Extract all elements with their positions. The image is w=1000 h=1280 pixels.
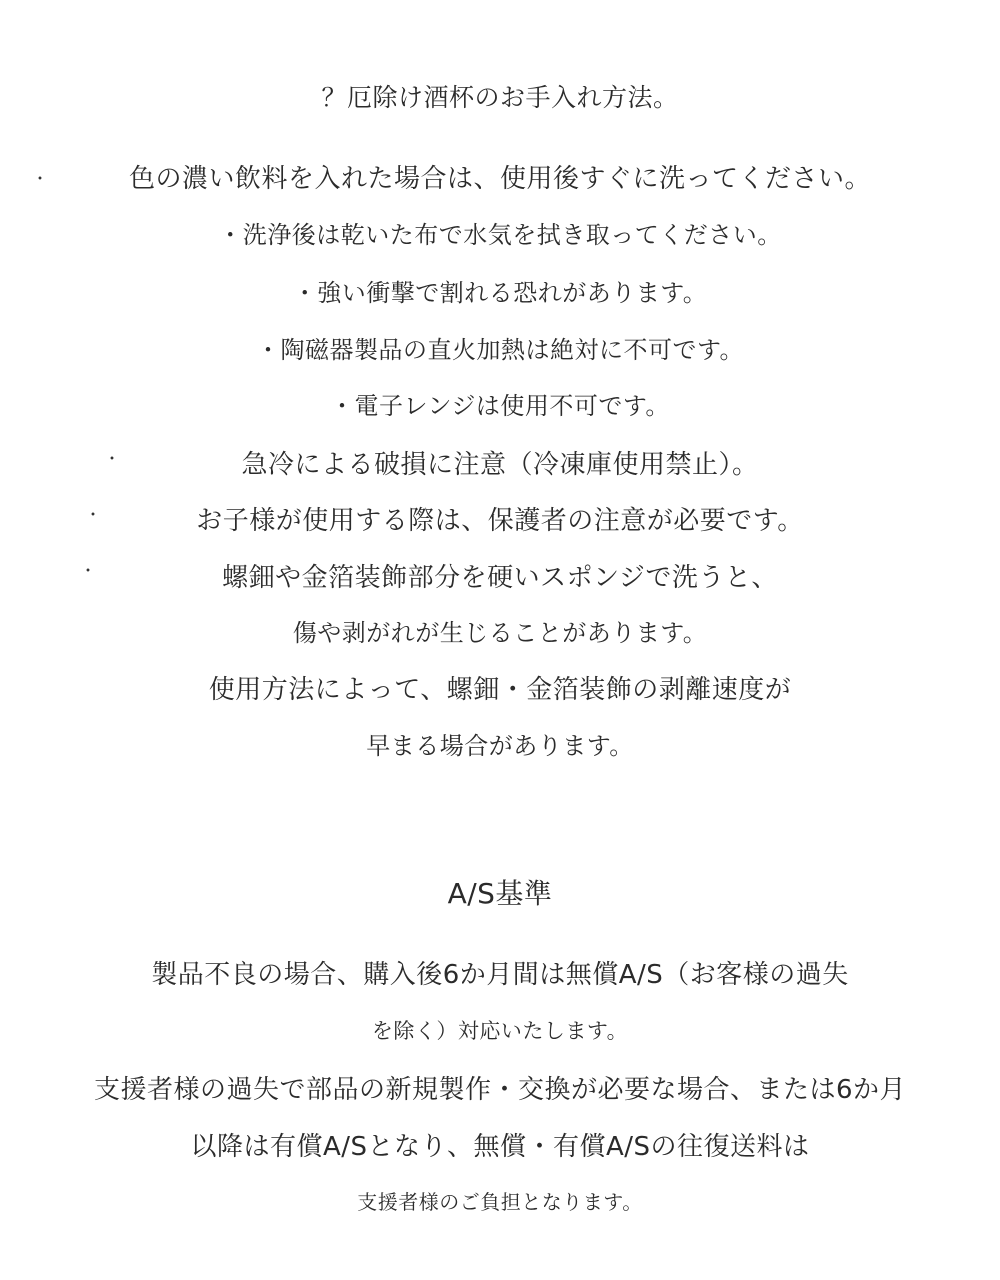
care-line-4: ・陶磁器製品の直火加熱は絶対に不可です。 bbox=[255, 336, 745, 364]
care-line-3: ・強い衝撃で割れる恐れがあります。 bbox=[292, 279, 708, 307]
care-title: ？厄除け酒杯のお手入れ方法。 bbox=[321, 83, 679, 112]
bullet-marker: ・ bbox=[104, 449, 121, 468]
care-line-2: ・洗浄後は乾いた布で水気を拭き取ってください。 bbox=[218, 221, 782, 249]
as-line-4: 以降は有償A/Sとなり、無償・有償A/Sの往復送料は bbox=[190, 1132, 810, 1162]
care-line-8: 螺鈿や金箔装飾部分を硬いスポンジで洗うと、 bbox=[222, 563, 778, 593]
as-line-3: 支援者様の過失で部品の新規製作・交換が必要な場合、または6か月 bbox=[93, 1075, 907, 1105]
care-line-9: 傷や剥がれが生じることがあります。 bbox=[292, 619, 708, 647]
bullet-marker: ・ bbox=[85, 505, 102, 524]
bullet-marker: ・ bbox=[80, 561, 97, 580]
care-line-5: ・電子レンジは使用不可です。 bbox=[330, 392, 670, 420]
care-line-1: 色の濃い飲料を入れた場合は、使用後すぐに洗ってください。 bbox=[128, 164, 871, 194]
as-title: A/S基準 bbox=[447, 877, 553, 910]
as-line-1: 製品不良の場合、購入後6か月間は無償A/S（お客様の過失 bbox=[151, 960, 849, 990]
care-line-7: お子様が使用する際は、保護者の注意が必要です。 bbox=[196, 506, 804, 536]
bullet-marker: ・ bbox=[32, 169, 49, 188]
care-line-6: 急冷による破損に注意（冷凍庫使用禁止）。 bbox=[241, 450, 759, 480]
care-line-10: 使用方法によって、螺鈿・金箔装飾の剥離速度が bbox=[208, 675, 792, 705]
as-line-2: を除く）対応いたします。 bbox=[371, 1019, 629, 1043]
care-line-11: 早まる場合があります。 bbox=[366, 732, 634, 760]
as-line-5: 支援者様のご負担となります。 bbox=[357, 1190, 643, 1214]
